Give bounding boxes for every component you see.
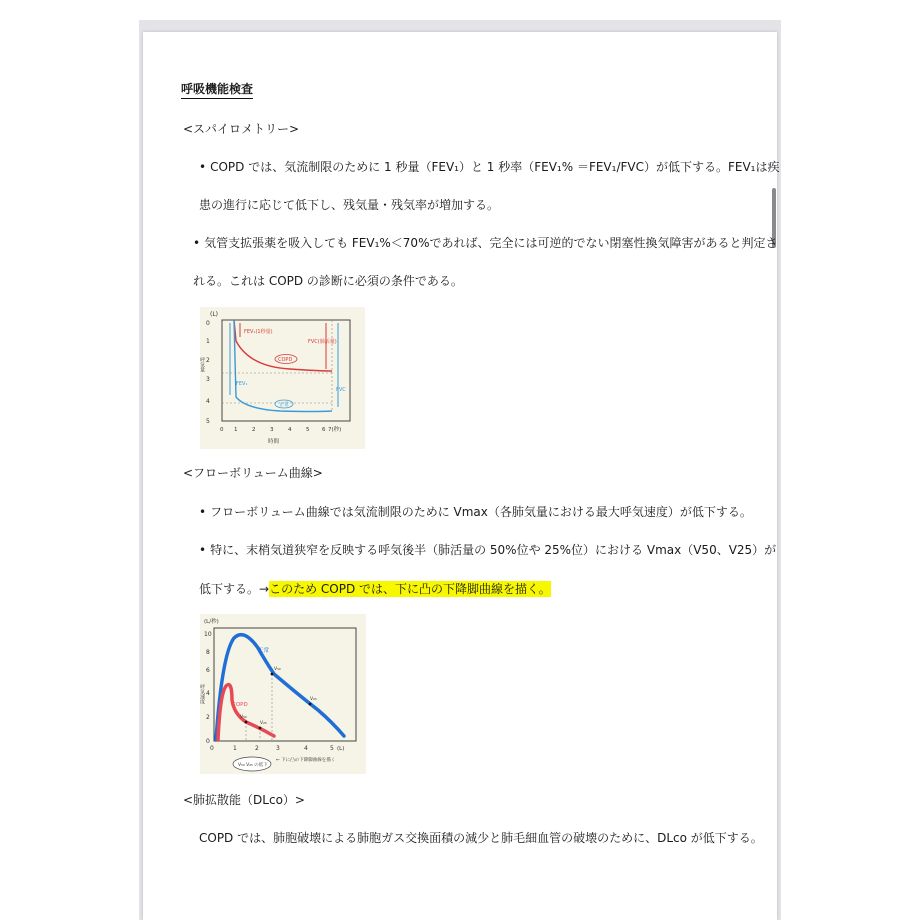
spirometry-bullet-1-line-1: • COPD では、気流制限のために 1 秒量（FEV₁）と 1 秒率（FEV₁% ＝FEV₁/FVC）が低下する。FEV₁は疾: [199, 159, 780, 175]
fig1-y-tick-2: 2: [206, 357, 210, 364]
fig2-v25-normal: V₂₅: [310, 697, 317, 702]
fig2-y-tick-2: 4: [206, 690, 210, 697]
fig2-normal-tag: 正常: [258, 648, 270, 654]
fig1-y-tick-4: 4: [206, 398, 210, 405]
flowvolume-bullet-2-line-1: • 特に、末梢気道狭窄を反映する呼気後半（肺活量の 50%位や 25%位）における Vmax（V50、V25）が: [199, 542, 776, 558]
fig2-y-tick-0: 0: [206, 738, 210, 745]
fig1-x-title: 時間: [268, 439, 280, 445]
fig1-x-tick-0: 0: [220, 427, 224, 433]
highlighted-text: このため COPD では、下に凸の下降脚曲線を描く。: [269, 582, 551, 596]
dlco-body: COPD では、肺胞破壊による肺胞ガス交換面積の減少と肺毛細血管の破壊のために、DLco が低下する。: [199, 831, 763, 845]
flowvolume-bullet-2-line-2: [199, 581, 551, 597]
spirogram-figure: [200, 307, 365, 449]
flowvolume-plain-text: 低下する。→: [199, 582, 270, 596]
fig1-x-tick-6: 6: [322, 427, 326, 433]
fig2-x-tick-3: 3: [276, 745, 280, 752]
fig1-x-tick-3: 3: [270, 427, 274, 433]
fig1-x-tick-4: 4: [288, 427, 292, 433]
fig2-x-unit: (L): [337, 746, 345, 752]
fig2-note-text: ← 下に凸の下降脚曲線を描く: [276, 758, 336, 763]
fig1-y-tick-5: 5: [206, 418, 210, 425]
fig2-v50-copd: V₅₀: [240, 715, 247, 720]
fig2-bubble-text: V₅₀ V₂₅ の低下: [238, 763, 268, 768]
flow-volume-chart: [200, 614, 366, 774]
fig1-x-tick-2: 2: [252, 427, 256, 433]
fig1-x-unit: 7(秒): [328, 427, 342, 433]
fig2-x-tick-5: 5: [330, 745, 334, 752]
fig2-v50-normal: V₅₀: [274, 667, 281, 672]
spirogram-chart: [200, 307, 365, 449]
spirometry-bullet-2-line-2: れる。これは COPD の診断に必須の条件である。: [193, 274, 463, 288]
fig1-fvc-blue-label: FVC: [336, 387, 346, 393]
fig1-fev-blue-label: FEV₁: [236, 381, 248, 387]
fig1-y-unit: (L): [210, 311, 219, 318]
fig2-v25-copd: V₂₅: [260, 721, 267, 726]
fig2-x-tick-1: 1: [233, 745, 237, 752]
fig2-x-tick-2: 2: [255, 745, 259, 752]
flow-volume-figure: [200, 614, 366, 774]
flowvolume-heading: <フローボリューム曲線>: [183, 466, 323, 480]
fig2-y-title: 呼気速度: [199, 684, 205, 704]
fig2-normal-curve: [216, 635, 344, 740]
fig1-fvc-red-label: FVC(肺活量): [308, 339, 337, 345]
fig2-y-tick-1: 2: [206, 714, 210, 721]
fig1-y-tick-3: 3: [206, 376, 210, 383]
fig2-y-tick-3: 6: [206, 667, 210, 674]
fig2-x-tick-0: 0: [210, 745, 214, 752]
dlco-heading: <肺拡散能（DLco）>: [183, 793, 305, 807]
fig1-fev-red-label: FEV₁(1秒量): [244, 329, 273, 335]
fig2-y-unit: (L/秒): [204, 619, 219, 625]
fig1-y-tick-0: 0: [206, 320, 210, 327]
fig1-normal-tag: 正常: [279, 402, 290, 408]
fig1-x-tick-1: 1: [234, 427, 238, 433]
fig2-y-tick-5: 10: [204, 631, 212, 638]
spirometry-bullet-2-line-1: • 気管支拡張薬を吸入しても FEV₁%＜70%であれば、完全には可逆的でない閉塞性換気障害があると判定さ: [193, 235, 777, 251]
spirometry-heading: <スパイロメトリー>: [183, 122, 300, 136]
fig1-x-tick-5: 5: [306, 427, 310, 433]
document-title: 呼吸機能検査: [181, 82, 253, 99]
fig2-x-tick-4: 4: [304, 745, 308, 752]
fig2-copd-tag: COPD: [232, 702, 248, 708]
spirometry-bullet-1-line-2: 患の進行に応じて低下し、残気量・残気率が増加する。: [199, 198, 500, 212]
flowvolume-bullet-1: • フローボリューム曲線では気流制限のために Vmax（各肺気量における最大呼気速度）が低下する。: [199, 504, 752, 520]
fig1-y-title: 呼気量: [199, 357, 205, 372]
fig1-copd-tag: COPD: [278, 357, 293, 363]
fig1-y-tick-1: 1: [206, 338, 210, 345]
fig2-y-tick-4: 8: [206, 649, 210, 656]
